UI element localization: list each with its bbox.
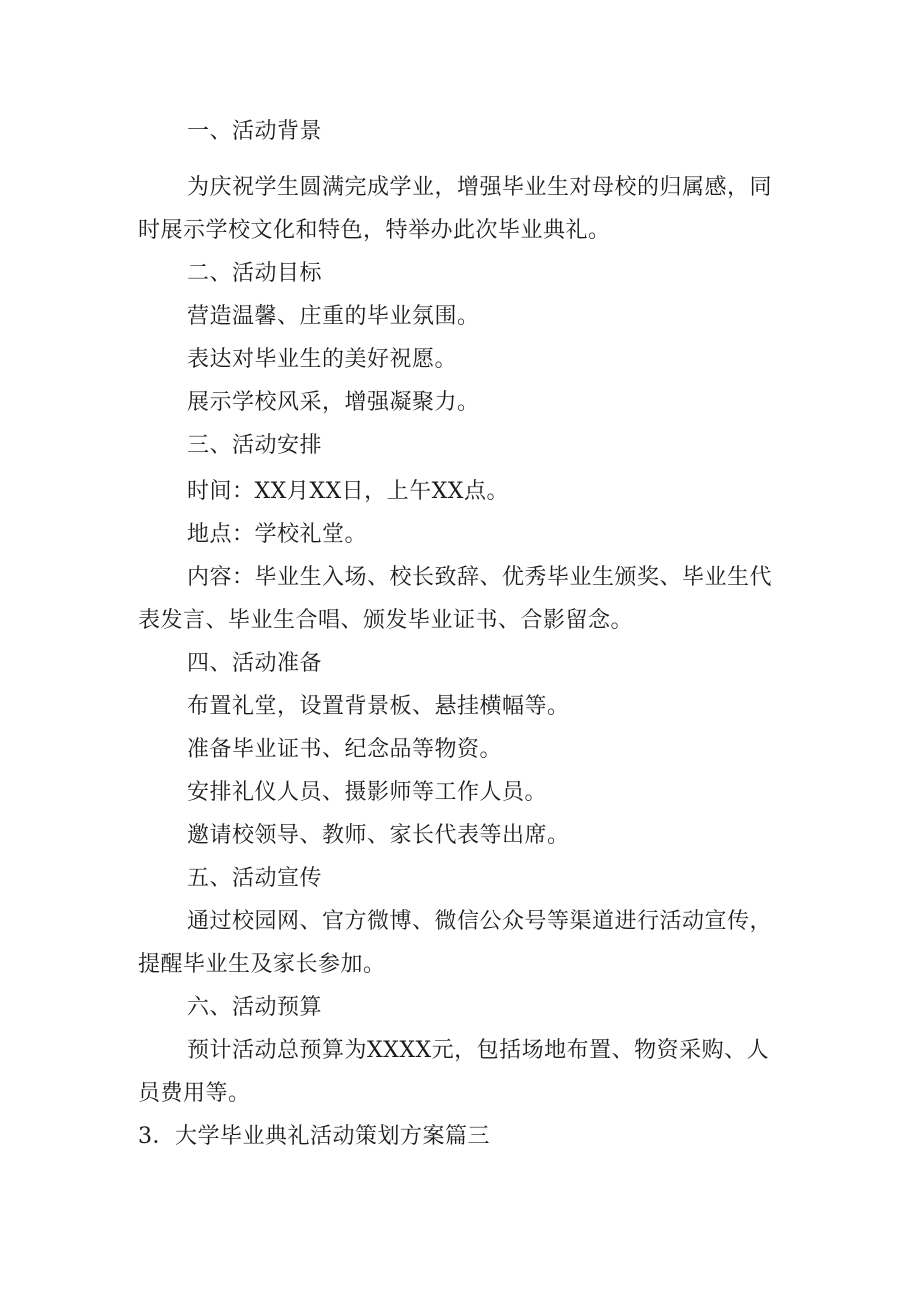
paragraph-line: 表发言、毕业生合唱、颁发毕业证书、合影留念。 — [138, 608, 634, 633]
paragraph-line: 地点：学校礼堂。 — [187, 522, 368, 547]
paragraph-line: 营造温馨、庄重的毕业氛围。 — [187, 304, 480, 329]
paragraph-line: 内容：毕业生入场、校长致辞、优秀毕业生颁奖、毕业生代 — [187, 565, 773, 590]
section-heading-arrangement: 三、活动安排 — [187, 433, 323, 458]
paragraph-line: 时展示学校文化和特色，特举办此次毕业典礼。 — [138, 218, 611, 243]
paragraph-line: 提醒毕业生及家长参加。 — [138, 952, 386, 977]
paragraph-line: 布置礼堂，设置背景板、悬挂横幅等。 — [187, 694, 570, 719]
section-heading-budget: 六、活动预算 — [187, 995, 323, 1020]
paragraph-line: 时间：XX月XX日，上午XX点。 — [187, 479, 509, 504]
section-heading-background: 一、活动背景 — [187, 119, 323, 144]
section-heading-promotion: 五、活动宣传 — [187, 866, 323, 891]
next-section-title: 3．大学毕业典礼活动策划方案篇三 — [138, 1124, 490, 1149]
paragraph-line: 员费用等。 — [138, 1081, 251, 1106]
paragraph-line: 安排礼仪人员、摄影师等工作人员。 — [187, 780, 548, 805]
paragraph-line: 通过校园网、官方微博、微信公众号等渠道进行活动宣传， — [187, 909, 773, 934]
section-heading-preparation: 四、活动准备 — [187, 651, 323, 676]
section-heading-goals: 二、活动目标 — [187, 261, 323, 286]
paragraph-line: 为庆祝学生圆满完成学业，增强毕业生对母校的归属感，同 — [187, 175, 773, 200]
paragraph-line: 邀请校领导、教师、家长代表等出席。 — [187, 823, 570, 848]
paragraph-line: 表达对毕业生的美好祝愿。 — [187, 347, 458, 372]
paragraph-line: 准备毕业证书、纪念品等物资。 — [187, 737, 503, 762]
paragraph-line: 预计活动总预算为XXXX元，包括场地布置、物资采购、人 — [187, 1038, 770, 1063]
paragraph-line: 展示学校风采，增强凝聚力。 — [187, 390, 480, 415]
